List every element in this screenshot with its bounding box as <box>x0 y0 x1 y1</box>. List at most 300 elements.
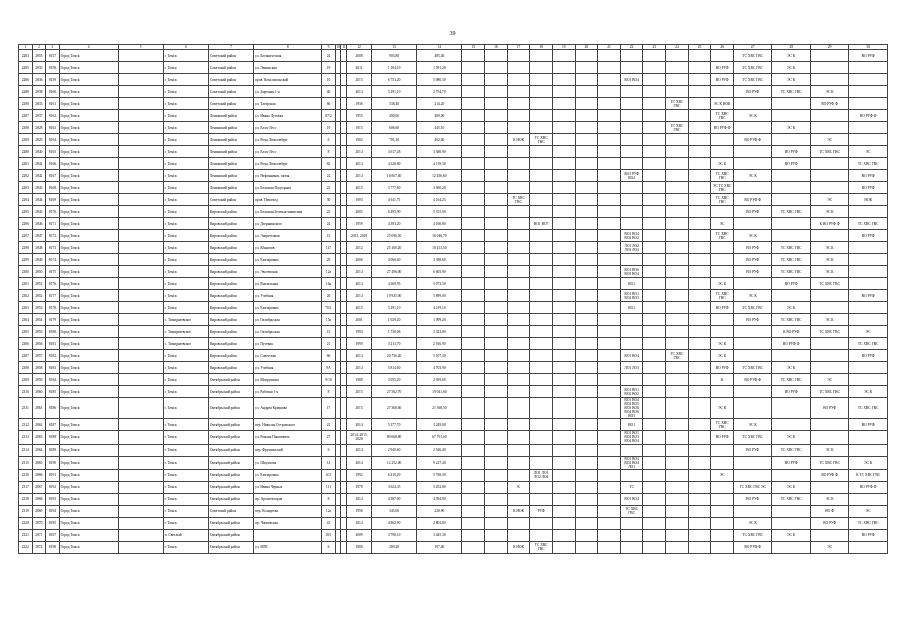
cell-empty <box>575 469 598 481</box>
cell-house: 25 <box>322 206 336 218</box>
cell-r2 <box>530 278 553 290</box>
cell-district: Ленинский район <box>209 146 254 158</box>
cell-empty <box>118 122 163 134</box>
cell-house: 19 <box>322 122 336 134</box>
table-row <box>19 254 888 266</box>
cell-r9: ВО РУФ <box>849 419 888 431</box>
cell-empty <box>688 158 711 170</box>
cell-empty <box>575 62 598 74</box>
cell-n: 2307 <box>19 350 33 362</box>
cell-v1: 5 291,10 <box>371 302 416 314</box>
cell-city: г. Томск <box>163 278 208 290</box>
cell-r3 <box>620 254 643 266</box>
cell-r8: ЭС <box>810 134 848 146</box>
cell-street: ул. Советская <box>254 350 322 362</box>
cell-code: 8171 <box>46 218 60 230</box>
cell-empty <box>598 386 621 398</box>
cell-id: 2843 <box>32 182 46 194</box>
cell-district: Кировский район <box>209 254 254 266</box>
cell-empty <box>118 182 163 194</box>
cell-empty <box>462 182 485 194</box>
cell-r2 <box>530 517 553 529</box>
cell-street: ул. Нефтяников, пятая <box>254 170 322 182</box>
cell-empty <box>575 182 598 194</box>
cell-empty <box>575 338 598 350</box>
cell-r5 <box>711 386 734 398</box>
cell-empty <box>462 541 485 553</box>
cell-r1 <box>507 158 530 170</box>
cell-code: 8165 <box>46 146 60 158</box>
cell-r2 <box>530 302 553 314</box>
cell-empty <box>643 146 666 158</box>
cell-empty <box>552 419 575 431</box>
cell-id: 2838 <box>32 86 46 98</box>
cell-empty <box>118 50 163 62</box>
cell-v2: 3 249,80 <box>417 419 462 431</box>
cell-r4: ТС ХВС ГВС <box>666 122 689 134</box>
cell-r4 <box>666 278 689 290</box>
cell-r8 <box>810 122 848 134</box>
cell-r3: ВО1 ВО1 ВО2 ВО2 <box>620 386 643 398</box>
cell-r6: ВО РУФ <box>733 444 771 456</box>
cell-n: 2307 <box>19 110 33 122</box>
cell-r8: ВО РУФ Ф <box>810 469 848 481</box>
cell-empty <box>575 254 598 266</box>
cell-street: ул. Ботаническая <box>254 50 322 62</box>
cell-r1: ТС ХВС ГВС <box>507 194 530 206</box>
cell-empty <box>118 230 163 242</box>
cell-v2: 445,10 <box>417 122 462 134</box>
cell-v2: 4 219,10 <box>417 302 462 314</box>
cell-empty <box>598 122 621 134</box>
cell-r5: ТС ХВС ГВС <box>711 110 734 122</box>
cell-r3 <box>620 86 643 98</box>
cell-locality: Город Томск <box>59 314 118 326</box>
cell-empty <box>688 266 711 278</box>
cell-code: 8190 <box>46 456 60 469</box>
cell-n: 2308 <box>19 362 33 374</box>
cell-street: ул. Октябрьская <box>254 326 322 338</box>
cell-r6: ТС ХВС ГВС <box>733 302 771 314</box>
cell-r7: ТС ХВС ГВС <box>772 374 810 386</box>
cell-locality: Город Томск <box>59 242 118 254</box>
cell-v2: 2 754,70 <box>417 86 462 98</box>
cell-empty <box>688 278 711 290</box>
cell-locality: Город Томск <box>59 266 118 278</box>
cell-r5: ЭС К НОК <box>711 98 734 110</box>
cell-year: 1902 <box>347 134 372 146</box>
cell-empty <box>462 374 485 386</box>
cell-empty <box>462 398 485 419</box>
cell-r5 <box>711 505 734 517</box>
cell-r9: ВО РУФ <box>849 290 888 302</box>
cell-r1 <box>507 74 530 86</box>
cell-id: 2846 <box>32 218 46 230</box>
cell-empty <box>118 505 163 517</box>
cell-r3 <box>620 218 643 230</box>
cell-empty <box>575 374 598 386</box>
cell-year: 2014 <box>347 517 372 529</box>
cell-empty <box>575 230 598 242</box>
cell-code: 8182 <box>46 350 60 362</box>
cell-r3: ВО1 ВО1 ВО2 ВО3 <box>620 290 643 302</box>
cell-street: ул. Романа Пашкевича <box>254 431 322 445</box>
cell-empty <box>462 302 485 314</box>
cell-empty <box>688 134 711 146</box>
cell-street: ул. Мокрушина <box>254 374 322 386</box>
cell-empty <box>688 206 711 218</box>
cell-r9: ТС ХВС ГВС <box>849 398 888 419</box>
cell-r6: ВО РУФ <box>733 266 771 278</box>
cell-empty <box>688 541 711 553</box>
cell-empty <box>552 290 575 302</box>
cell-empty <box>643 326 666 338</box>
cell-r7: ЭС К <box>772 50 810 62</box>
cell-empty <box>462 419 485 431</box>
cell-empty <box>575 50 598 62</box>
cell-r7 <box>772 230 810 242</box>
cell-r9: ЭС <box>849 326 888 338</box>
cell-r7: ВО РУФ <box>772 456 810 469</box>
cell-empty <box>598 218 621 230</box>
cell-r1 <box>507 529 530 541</box>
cell-v2: 3 252,80 <box>417 481 462 493</box>
cell-year: 2014 <box>347 170 372 182</box>
cell-code: 8180 <box>46 326 60 338</box>
cell-street: ул. Ленинская <box>254 62 322 74</box>
cell-empty <box>598 350 621 362</box>
cell-v2: 228,90 <box>417 505 462 517</box>
cell-empty <box>118 206 163 218</box>
cell-r6 <box>733 469 771 481</box>
cell-r3 <box>620 122 643 134</box>
table-row <box>19 158 888 170</box>
cell-r3: ВО1 ВО4 ВО2 ВО4 ЛО1 <box>620 456 643 469</box>
cell-r1: К НОК <box>507 134 530 146</box>
cell-r9: ЭС <box>849 505 888 517</box>
cell-code: 8175 <box>46 266 60 278</box>
cell-empty <box>598 266 621 278</box>
cell-r2 <box>530 419 553 431</box>
cell-street: ул. Розы Люксембург <box>254 158 322 170</box>
column-number: 18 <box>530 45 553 50</box>
column-number: 12 <box>347 45 372 50</box>
cell-id: 2855 <box>32 50 46 62</box>
cell-v2: 19 041,60 <box>417 386 462 398</box>
cell-v1: 3 798,10 <box>371 529 416 541</box>
cell-r7: ЭС К <box>772 122 810 134</box>
cell-empty <box>485 98 508 110</box>
cell-street: ул. Елизаровых <box>254 302 322 314</box>
column-number: 30 <box>849 45 888 50</box>
cell-empty <box>598 398 621 419</box>
cell-v2: 462,60 <box>417 134 462 146</box>
cell-street: пров. Комсомольский <box>254 74 322 86</box>
cell-empty <box>598 254 621 266</box>
cell-empty <box>462 431 485 445</box>
cell-street: ул. Андрея Крячкова <box>254 398 322 419</box>
cell-year: 2014 <box>347 362 372 374</box>
cell-r9 <box>849 266 888 278</box>
cell-r6: ВО РУФ Ф <box>733 194 771 206</box>
cell-r1 <box>507 419 530 431</box>
cell-empty <box>552 350 575 362</box>
cell-v1: 25 096,50 <box>371 230 416 242</box>
cell-empty <box>552 266 575 278</box>
cell-r6: ВО РУФ <box>733 86 771 98</box>
cell-id: 2869 <box>32 505 46 517</box>
cell-r9 <box>849 444 888 456</box>
cell-locality: Город Томск <box>59 398 118 419</box>
cell-r5 <box>711 529 734 541</box>
column-number: 29 <box>810 45 848 50</box>
cell-district: Кировский район <box>209 266 254 278</box>
cell-empty <box>462 62 485 74</box>
cell-house: 70/1 <box>322 302 336 314</box>
cell-v1: 1 730,06 <box>371 326 416 338</box>
cell-n: 2295 <box>19 206 33 218</box>
cell-code: 8177 <box>46 290 60 302</box>
cell-empty <box>643 517 666 529</box>
cell-empty <box>485 134 508 146</box>
cell-empty <box>688 481 711 493</box>
column-number: 6 <box>163 45 208 50</box>
cell-year: 2014 <box>347 290 372 302</box>
cell-code: 8166 <box>46 158 60 170</box>
cell-city: г. Томск <box>163 242 208 254</box>
cell-r9: ТС ХВС ГВС <box>849 517 888 529</box>
cell-city: г. Томск <box>163 374 208 386</box>
cell-city: г. Томск <box>163 362 208 374</box>
cell-v2: 490,00 <box>417 110 462 122</box>
cell-empty <box>598 444 621 456</box>
cell-r4 <box>666 302 689 314</box>
cell-district: Кировский район <box>209 278 254 290</box>
cell-id: 2829 <box>32 134 46 146</box>
cell-r6: ВО РУФ <box>733 254 771 266</box>
cell-street: ул. Энергетиков <box>254 230 322 242</box>
cell-id: 2844 <box>32 194 46 206</box>
cell-r3: ВО1 <box>620 419 643 431</box>
table-row <box>19 350 888 362</box>
cell-year: 2001 <box>347 314 372 326</box>
cell-r9: ВО РУФ <box>849 529 888 541</box>
cell-empty <box>598 290 621 302</box>
cell-empty <box>462 86 485 98</box>
cell-year: 1992 <box>347 469 372 481</box>
cell-empty <box>643 505 666 517</box>
cell-empty <box>462 98 485 110</box>
cell-locality: Город Томск <box>59 98 118 110</box>
cell-r8 <box>810 290 848 302</box>
cell-v1: 1 029,20 <box>371 314 416 326</box>
cell-code: 8157 <box>46 50 60 62</box>
cell-r4 <box>666 110 689 122</box>
cell-empty <box>118 338 163 350</box>
cell-year: 2015 <box>347 182 372 194</box>
cell-empty <box>575 170 598 182</box>
cell-r1 <box>507 62 530 74</box>
column-number: 21 <box>598 45 621 50</box>
cell-v1: 4 611,75 <box>371 194 416 206</box>
cell-empty <box>575 481 598 493</box>
cell-empty <box>598 242 621 254</box>
cell-locality: Город Томск <box>59 362 118 374</box>
cell-n: 2298 <box>19 242 33 254</box>
cell-id: 2866 <box>32 469 46 481</box>
cell-district: Кировский район <box>209 338 254 350</box>
cell-empty <box>485 314 508 326</box>
cell-empty <box>688 86 711 98</box>
cell-v2: 12 456,60 <box>417 170 462 182</box>
cell-code: 8170 <box>46 206 60 218</box>
cell-r6: ВО РУФ <box>733 493 771 505</box>
cell-district: Советский район <box>209 98 254 110</box>
cell-r9 <box>849 254 888 266</box>
cell-v2: 5 899,00 <box>417 290 462 302</box>
cell-empty <box>598 182 621 194</box>
cell-empty <box>643 218 666 230</box>
cell-v1: 20 756,20 <box>371 350 416 362</box>
cell-r4 <box>666 230 689 242</box>
cell-r9: ВО РУФ Ф <box>849 110 888 122</box>
cell-district: Кировский район <box>209 350 254 362</box>
cell-street: ул. Октябрьская <box>254 314 322 326</box>
cell-empty <box>485 266 508 278</box>
table-row <box>19 374 888 386</box>
cell-district: Ленинский район <box>209 182 254 194</box>
cell-locality: Город Томск <box>59 86 118 98</box>
cell-r4 <box>666 431 689 445</box>
cell-n: 2309 <box>19 134 33 146</box>
cell-r4 <box>666 386 689 398</box>
cell-empty <box>598 529 621 541</box>
cell-empty <box>598 50 621 62</box>
cell-code: 8181 <box>46 338 60 350</box>
cell-r5 <box>711 444 734 456</box>
cell-v1: 2 940,60 <box>371 444 416 456</box>
cell-r9: ВО РУФ <box>849 230 888 242</box>
cell-r6 <box>733 505 771 517</box>
cell-r4: ТС ХВС ГВС <box>666 350 689 362</box>
cell-r4 <box>666 419 689 431</box>
cell-empty <box>643 469 666 481</box>
table-row <box>19 314 888 326</box>
cell-code: 8161 <box>46 98 60 110</box>
cell-empty <box>552 110 575 122</box>
cell-r4 <box>666 182 689 194</box>
cell-year: 2014 <box>347 444 372 456</box>
cell-r3 <box>620 517 643 529</box>
cell-r4 <box>666 493 689 505</box>
cell-empty <box>485 218 508 230</box>
cell-v2: 214,20 <box>417 98 462 110</box>
cell-r9 <box>849 74 888 86</box>
cell-empty <box>688 505 711 517</box>
cell-r9: ВО РУФ <box>849 350 888 362</box>
cell-r7: ЭС К <box>772 431 810 445</box>
cell-street: ул. Шпунтова <box>254 456 322 469</box>
cell-district: Советский район <box>209 505 254 517</box>
cell-empty <box>552 362 575 374</box>
cell-empty <box>485 481 508 493</box>
column-number: 10 <box>336 45 341 49</box>
cell-house: 14 <box>322 456 336 469</box>
cell-district: Советский район <box>209 50 254 62</box>
cell-locality: Город Томск <box>59 541 118 553</box>
cell-r2 <box>530 398 553 419</box>
cell-r7 <box>772 290 810 302</box>
cell-r2 <box>530 206 553 218</box>
cell-id: 2847 <box>32 230 46 242</box>
cell-code: 8167 <box>46 170 60 182</box>
cell-r3: ВО1 ВО4 ВО2 ВО5 ВО3 ВО6 ВО4 ВО6 ВО5 <box>620 398 643 419</box>
cell-empty <box>552 481 575 493</box>
cell-r8: ВО РУФ <box>810 517 848 529</box>
table-body <box>19 50 888 554</box>
cell-house: 87/2 <box>322 110 336 122</box>
cell-r8: ЭС К <box>810 444 848 456</box>
cell-empty <box>462 134 485 146</box>
cell-code: 8162 <box>46 110 60 122</box>
cell-v1: 3 213,70 <box>371 338 416 350</box>
cell-empty <box>485 230 508 242</box>
cell-empty <box>462 290 485 302</box>
cell-r6: ВО РУФ Ф <box>733 374 771 386</box>
cell-v1: 3 777,60 <box>371 182 416 194</box>
column-number: 9 <box>322 45 336 50</box>
cell-v1: 5 377,70 <box>371 419 416 431</box>
cell-year: 2014 <box>347 419 372 431</box>
cell-empty <box>485 541 508 553</box>
cell-empty <box>552 338 575 350</box>
table-row <box>19 182 888 194</box>
table-row <box>19 493 888 505</box>
cell-locality: Город Томск <box>59 326 118 338</box>
table-row <box>19 230 888 242</box>
cell-empty <box>575 146 598 158</box>
cell-code: 8192 <box>46 481 60 493</box>
cell-empty <box>688 74 711 86</box>
cell-v2: 4 139,30 <box>417 158 462 170</box>
cell-city: г. Томск <box>163 266 208 278</box>
cell-empty <box>552 242 575 254</box>
cell-r5: К <box>711 374 734 386</box>
cell-r7: ТС ХВС ГВС <box>772 86 810 98</box>
cell-r2 <box>530 242 553 254</box>
table-row <box>19 419 888 431</box>
cell-r1: К <box>507 481 530 493</box>
cell-r8 <box>810 338 848 350</box>
cell-r7: К ВО РУФ <box>772 326 810 338</box>
cell-id: 2836 <box>32 74 46 86</box>
cell-city: с. Тимирязевское <box>163 314 208 326</box>
cell-code: 8197 <box>46 529 60 541</box>
cell-id: 2865 <box>32 456 46 469</box>
cell-street: пер. Николая Островского <box>254 419 322 431</box>
cell-r9 <box>849 374 888 386</box>
cell-id: 2845 <box>32 206 46 218</box>
cell-locality: Город Томск <box>59 374 118 386</box>
cell-r1 <box>507 290 530 302</box>
cell-empty <box>688 302 711 314</box>
cell-r5: ВО РУФ <box>711 302 734 314</box>
cell-n: 2319 <box>19 505 33 517</box>
cell-empty <box>643 431 666 445</box>
cell-r1 <box>507 314 530 326</box>
cell-r4 <box>666 158 689 170</box>
cell-r1 <box>507 146 530 158</box>
